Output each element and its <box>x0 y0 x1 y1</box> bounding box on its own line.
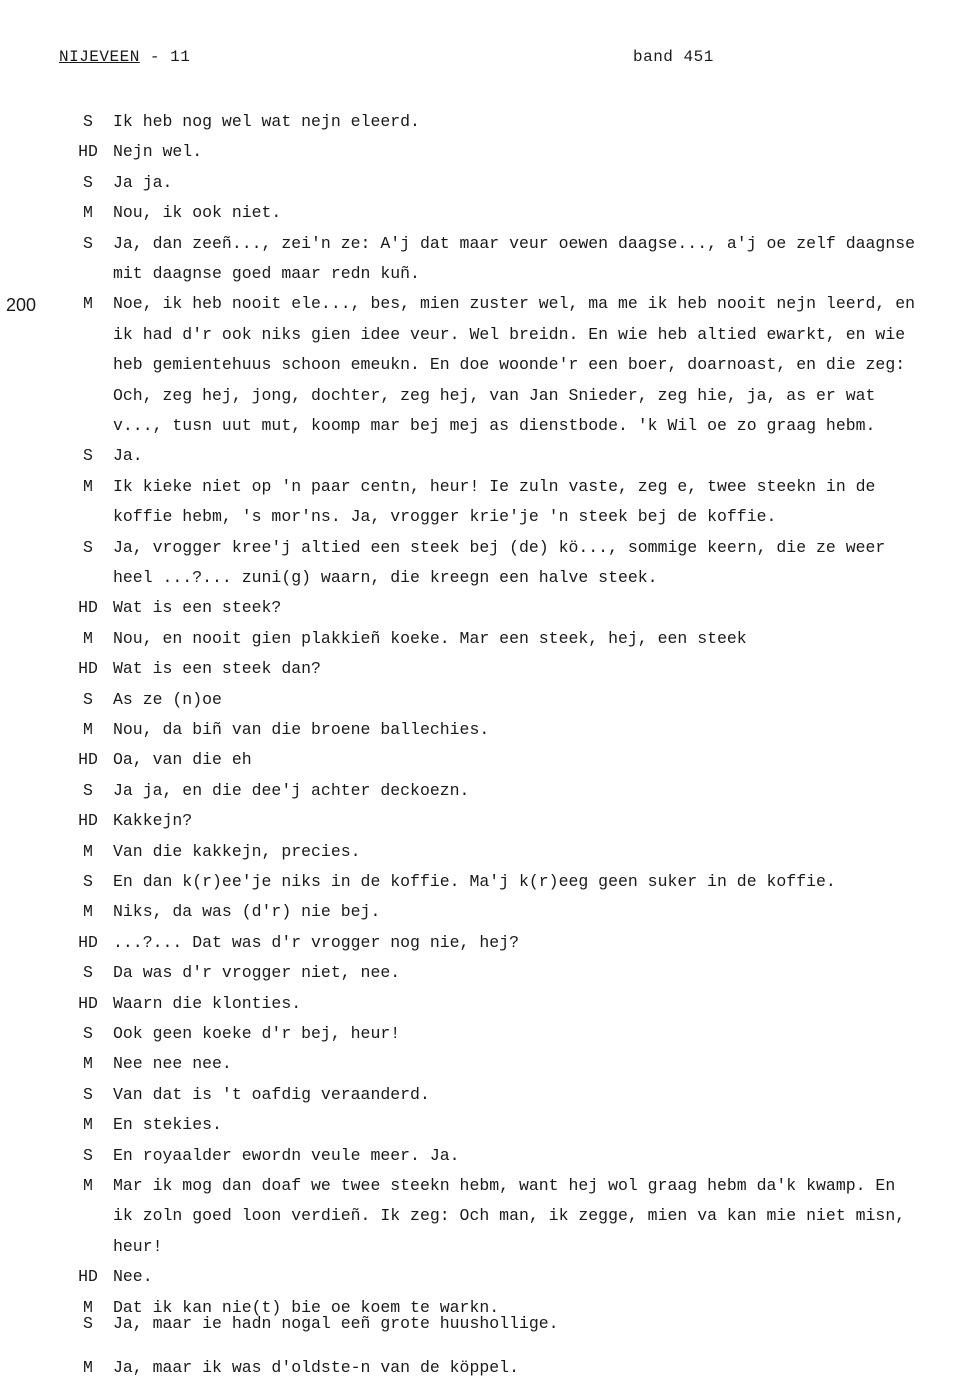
utterance-text: heur! <box>113 1236 163 1256</box>
transcript-row <box>0 350 966 380</box>
transcript-row <box>0 624 966 654</box>
speaker-label: S <box>83 963 93 983</box>
transcript-row <box>0 867 966 897</box>
utterance-text: Oa, van die eh <box>113 750 252 770</box>
transcript-row <box>0 563 966 593</box>
speaker-label: S <box>83 233 93 253</box>
speaker-label: S <box>83 1314 93 1333</box>
utterance-text: ...?... Dat was d'r vrogger nog nie, hej? <box>113 932 519 952</box>
transcript-row <box>0 441 966 471</box>
utterance-text: Dat ik kan nie(t) bie oe koem te warkn. <box>113 1297 500 1317</box>
speaker-label: S <box>83 1145 93 1165</box>
speaker-label: HD <box>78 750 98 770</box>
transcript-row <box>0 715 966 745</box>
utterance-text: En dan k(r)ee'je niks in de koffie. Ma'j k(r)eeg geen suker in de koffie. <box>113 872 836 891</box>
utterance-text: Waarn die klonties. <box>113 993 302 1013</box>
speaker-label: S <box>83 1024 93 1043</box>
speaker-label: S <box>83 1084 93 1104</box>
speaker-label: M <box>83 1297 93 1317</box>
transcript-row <box>0 806 966 836</box>
utterance-text: ik zoln goed loon verdieñ. Ik zeg: Och man, ik zegge, mien va kan mie niet misn, <box>113 1206 906 1226</box>
transcript-row <box>0 685 966 715</box>
speaker-label: M <box>83 476 93 496</box>
speaker-label: S <box>83 537 93 557</box>
speaker-label: HD <box>78 142 98 162</box>
utterance-text: Mar ik mog dan doaf we twee steekn hebm, want hej wol graag hebm da'k kwamp. En <box>113 1176 896 1195</box>
utterance-text: Kakkejn? <box>113 811 193 831</box>
utterance-text: Ja, vrogger kree'j altied een steek bej (de) kö..., sommige keern, die ze weer <box>113 537 886 557</box>
speaker-label: S <box>83 689 93 709</box>
speaker-label: HD <box>78 993 98 1013</box>
transcript-row <box>0 198 966 228</box>
speaker-label: M <box>83 902 93 922</box>
transcript-row <box>0 958 966 988</box>
speaker-label: HD <box>78 932 98 952</box>
utterance-text: Niks, da was (d'r) nie bej. <box>113 902 381 922</box>
transcript-row <box>0 502 966 532</box>
speaker-label: S <box>83 172 93 192</box>
utterance-text: Noe, ik heb nooit ele..., bes, mien zuster wel, ma me ik heb nooit nejn leerd, en <box>113 294 916 314</box>
utterance-text: ik had d'r ook niks gien idee veur. Wel breidn. En wie heb altied ewarkt, en wie <box>113 324 906 344</box>
utterance-text: Ik kieke niet op 'n paar centn, heur! Ie zuln vaste, zeg e, twee steekn in de <box>113 476 876 496</box>
utterance-text: Van die kakkejn, precies. <box>113 841 361 861</box>
speaker-label: M <box>83 1054 93 1074</box>
page-number: - 11 <box>139 48 191 66</box>
transcript-row <box>0 259 966 289</box>
transcript-row <box>0 1262 966 1292</box>
transcript-row <box>0 1232 966 1262</box>
utterance-text: koffie hebm, 's mor'ns. Ja, vrogger krie'je 'n steek bej de koffie. <box>113 507 777 527</box>
transcript-row <box>0 989 966 1019</box>
transcript-row <box>0 1049 966 1079</box>
utterance-text: Nee. <box>113 1267 153 1287</box>
speaker-label: M <box>83 294 93 314</box>
transcript-row <box>0 107 966 137</box>
utterance-text: mit daagnse goed maar redn kuñ. <box>113 264 420 283</box>
transcript-row <box>0 411 966 441</box>
speaker-label: M <box>83 1358 93 1378</box>
band-number: band 451 <box>633 48 714 66</box>
transcript-row <box>0 897 966 927</box>
utterance-text: Nejn wel. <box>113 142 203 162</box>
utterance-text: Nou, da biñ van die broene ballechies. <box>113 720 490 739</box>
transcript-row <box>0 137 966 167</box>
document-title: NIJEVEEN <box>59 48 140 66</box>
transcript-row <box>0 654 966 684</box>
speaker-label: S <box>83 446 93 466</box>
speaker-label: HD <box>78 1267 98 1287</box>
transcript-row <box>0 928 966 958</box>
transcript-row <box>0 593 966 623</box>
utterance-text: Wat is een steek? <box>113 598 282 618</box>
transcript-row <box>0 533 966 563</box>
transcript-row <box>0 1309 966 1339</box>
utterance-text: Wat is een steek dan? <box>113 659 321 679</box>
utterance-text: Nou, en nooit gien plakkieñ koeke. Mar een steek, hej, een steek <box>113 628 747 648</box>
page-header-left <box>59 48 190 66</box>
transcript-row <box>0 745 966 775</box>
speaker-label: M <box>83 841 93 861</box>
utterance-text: Ja, dan zeeñ..., zei'n ze: A'j dat maar veur oewen daagse..., a'j oe zelf daagnse <box>113 233 916 253</box>
utterance-text: Ik heb nog wel wat nejn eleerd. <box>113 112 420 131</box>
speaker-label: M <box>83 1176 93 1195</box>
utterance-text: Ja, maar ik was d'oldste-n van de köppel. <box>113 1358 519 1378</box>
transcript-row <box>0 1353 966 1383</box>
transcript-row <box>0 1141 966 1171</box>
transcript-row <box>0 289 966 319</box>
utterance-text: Ja ja, en die dee'j achter deckoezn. <box>113 780 470 800</box>
utterance-text: Nou, ik ook niet. <box>113 203 282 223</box>
utterance-text: Och, zeg hej, jong, dochter, zeg hej, van Jan Snieder, zeg hie, ja, as er wat <box>113 385 876 405</box>
utterance-text: En royaalder ewordn veule meer. Ja. <box>113 1145 460 1165</box>
speaker-label: HD <box>78 811 98 831</box>
transcript-row <box>0 1201 966 1231</box>
transcript-row <box>0 837 966 867</box>
utterance-text: Nee nee nee. <box>113 1054 232 1074</box>
utterance-text: As ze (n)oe <box>113 689 222 709</box>
utterance-text: heel ...?... zuni(g) waarn, die kreegn een halve steek. <box>113 568 658 587</box>
utterance-text: Ook geen koeke d'r bej, heur! <box>113 1024 401 1043</box>
speaker-label: M <box>83 203 93 223</box>
transcript-row <box>0 1019 966 1049</box>
speaker-label: HD <box>78 598 98 618</box>
utterance-text: En stekies. <box>113 1115 222 1135</box>
speaker-label: HD <box>78 659 98 679</box>
utterance-text: Ja ja. <box>113 172 173 192</box>
speaker-label: M <box>83 1115 93 1135</box>
speaker-label: S <box>83 780 93 800</box>
utterance-text: Van dat is 't oafdig veraanderd. <box>113 1084 430 1104</box>
utterance-text: Ja, maar ie hadn nogal eeñ grote huushollige. <box>113 1314 559 1333</box>
transcript-row <box>0 472 966 502</box>
transcript-row <box>0 229 966 259</box>
transcript-row <box>0 1171 966 1201</box>
speaker-label: M <box>83 628 93 648</box>
transcript-row <box>0 168 966 198</box>
speaker-label: S <box>83 112 93 131</box>
transcript-row <box>0 320 966 350</box>
transcript-row <box>0 776 966 806</box>
transcript-row <box>0 1110 966 1140</box>
transcript-row <box>0 1080 966 1110</box>
transcript-row <box>0 381 966 411</box>
utterance-text: Ja. <box>113 446 143 466</box>
speaker-label: M <box>83 720 93 739</box>
utterance-text: v..., tusn uut mut, koomp mar bej mej as dienstbode. 'k Wil oe zo graag hebm. <box>113 416 876 435</box>
utterance-text: Da was d'r vrogger niet, nee. <box>113 963 401 983</box>
speaker-label: S <box>83 872 93 891</box>
margin-line-number: 200 <box>6 295 37 315</box>
utterance-text: heb gemientehuus schoon emeukn. En doe woonde'r een boer, doarnoast, en die zeg: <box>113 355 906 375</box>
